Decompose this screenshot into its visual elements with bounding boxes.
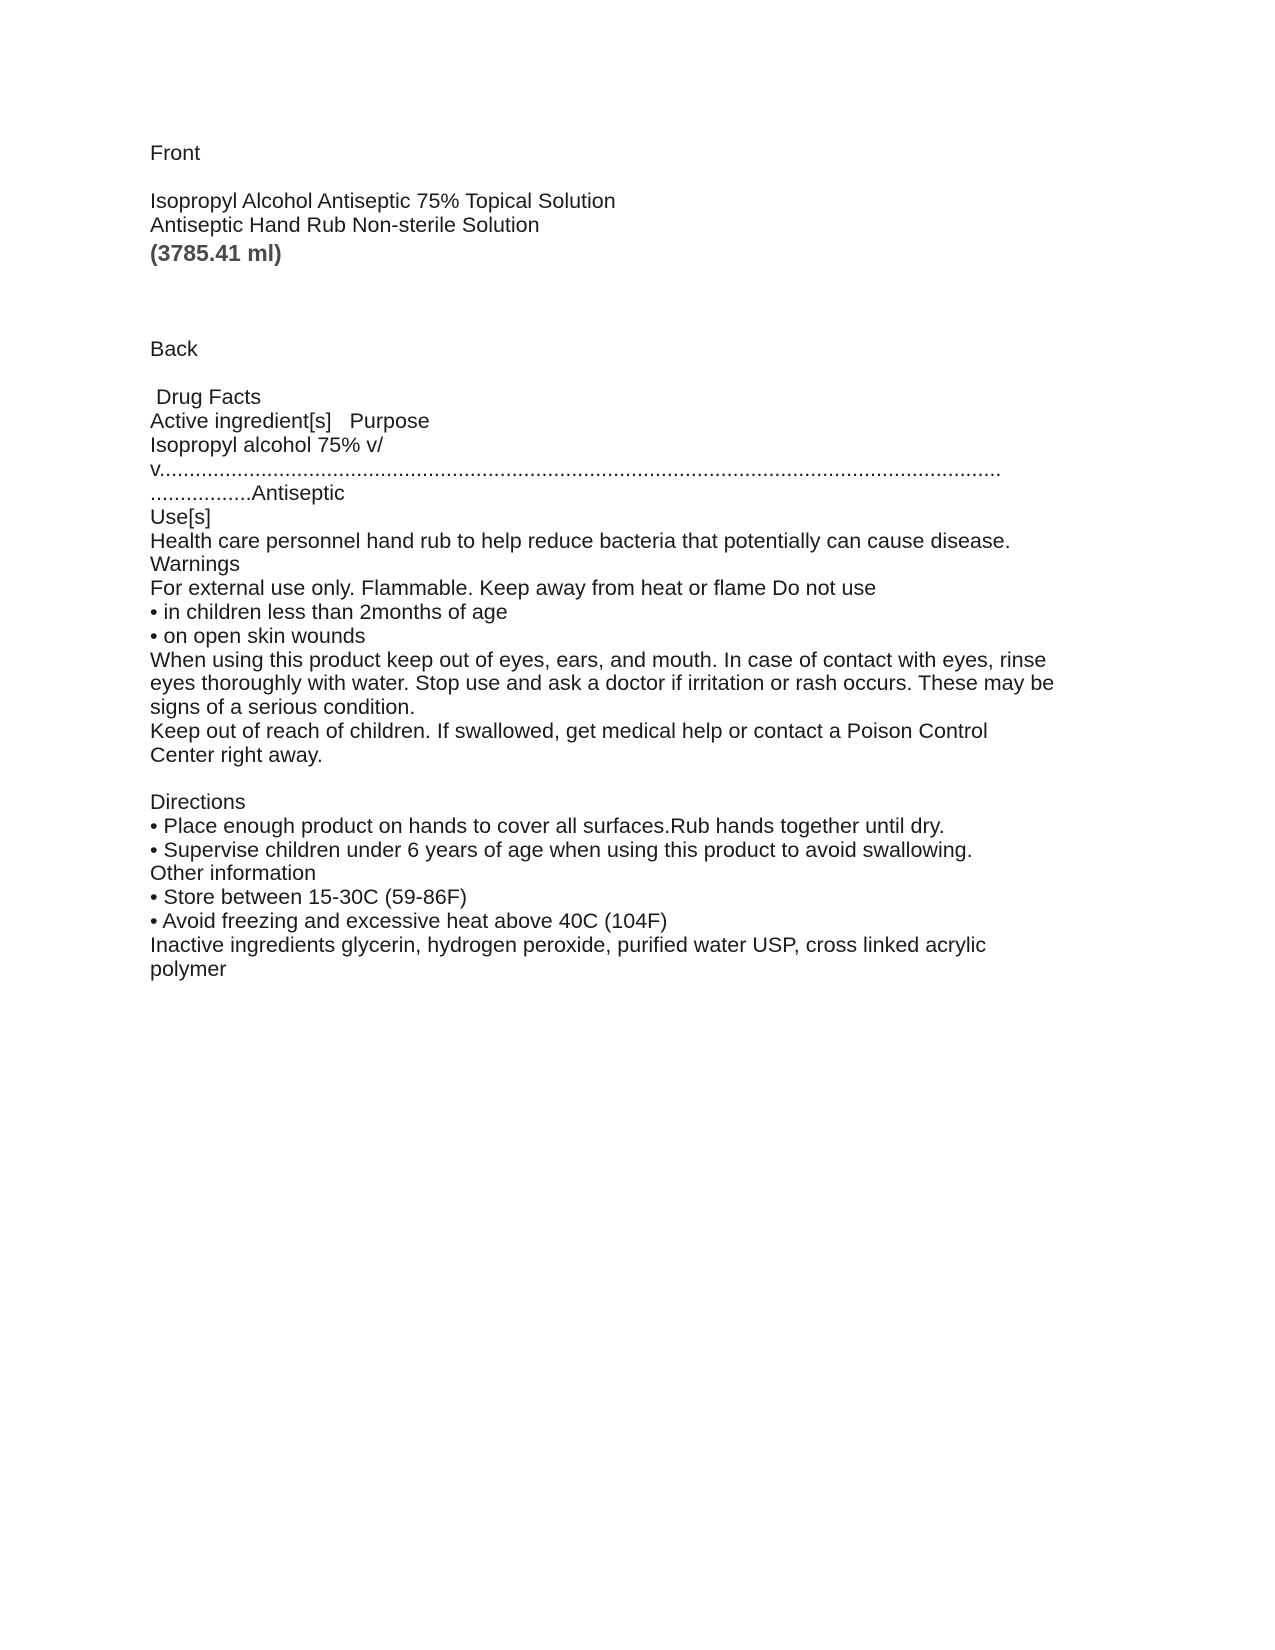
active-ingredient-purpose: .................Antiseptic (150, 481, 345, 505)
keep-out-text: Center right away. (150, 743, 323, 767)
front-heading: Front (150, 141, 201, 165)
when-using-text: When using this product keep out of eyes, ears, and mouth. In case of contact with eyes, rinse (150, 648, 1047, 672)
drug-facts-title: Drug Facts (150, 385, 262, 409)
product-quantity: (3785.41 ml) (150, 240, 282, 266)
uses-text: Health care personnel hand rub to help reduce bacteria that potentially can cause disease. (150, 529, 1011, 553)
directions-heading: Directions (150, 790, 246, 814)
inactive-ingredients-text: polymer (150, 957, 227, 981)
keep-out-text: Keep out of reach of children. If swallowed, get medical help or contact a Poison Control (150, 719, 988, 743)
product-name: Isopropyl Alcohol Antiseptic 75% Topical Solution (150, 189, 616, 213)
active-ingredient-line-1: Isopropyl alcohol 75% v/ (150, 433, 384, 457)
directions-bullet: • Supervise children under 6 years of age when using this product to avoid swallowing. (150, 838, 973, 862)
warnings-bullet: • in children less than 2months of age (150, 600, 508, 624)
product-subtitle: Antiseptic Hand Rub Non-sterile Solution (150, 213, 540, 237)
other-info-bullet: • Avoid freezing and excessive heat above 40C (104F) (150, 909, 668, 933)
warnings-bullet: • on open skin wounds (150, 624, 366, 648)
inactive-ingredients-text: Inactive ingredients glycerin, hydrogen peroxide, purified water USP, cross linked acrylic (150, 933, 987, 957)
warnings-heading: Warnings (150, 552, 241, 576)
active-ingredient-header: Active ingredient[s] Purpose (150, 409, 430, 433)
other-info-bullet: • Store between 15-30C (59-86F) (150, 885, 468, 909)
when-using-text: signs of a serious condition. (150, 695, 416, 719)
back-heading: Back (150, 337, 198, 361)
warnings-text: For external use only. Flammable. Keep away from heat or flame Do not use (150, 576, 877, 600)
directions-bullet: • Place enough product on hands to cover all surfaces.Rub hands together until dry. (150, 814, 945, 838)
other-info-heading: Other information (150, 861, 317, 885)
when-using-text: eyes thoroughly with water. Stop use and ask a doctor if irritation or rash occurs. These may be (150, 671, 1055, 695)
uses-heading: Use[s] (150, 505, 211, 529)
active-ingredient-line-2: v............................................................................................................................................. (150, 457, 1002, 481)
